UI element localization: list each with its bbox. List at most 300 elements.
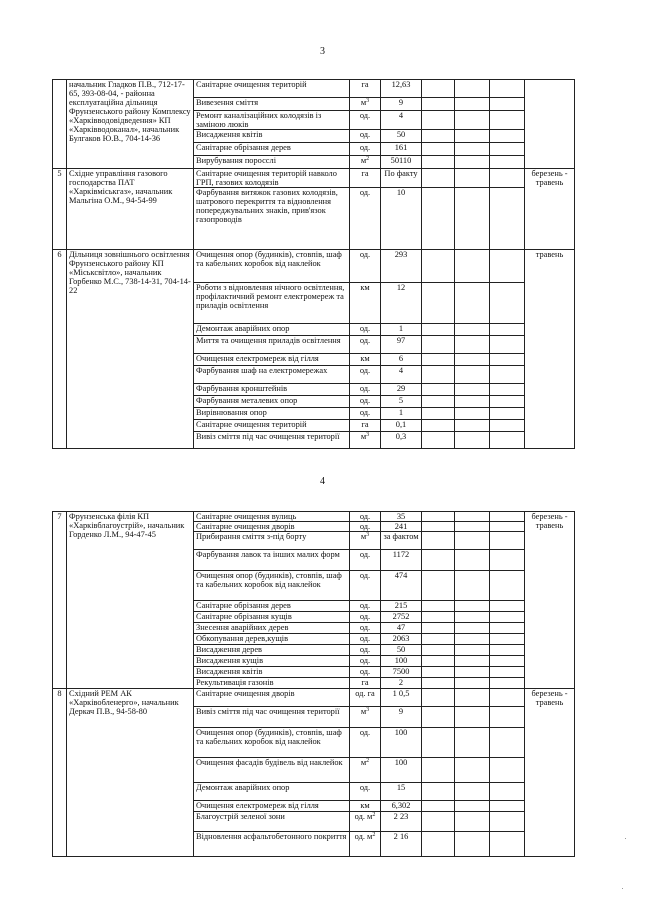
work-name: Санітарне очищення дворів [194,689,350,707]
empty-cell [422,667,455,678]
organization-cell: Східне управління газового господарства ПАТ «Харківміськгаз», начальник Мальгіна О.М., 94-54-99 [67,169,194,250]
unit-text: од. [359,728,371,737]
term-cell: березень - травень [525,689,575,857]
quantity: 2 [381,678,422,689]
empty-cell [490,396,525,408]
empty-cell [490,801,525,812]
unit-superscript: 3 [366,432,370,438]
unit [350,420,381,432]
empty-cell [422,250,455,283]
empty-cell [490,384,525,396]
empty-cell [422,783,455,801]
empty-cell [422,758,455,783]
work-name: Вивіз сміття під час очищення території [194,707,350,728]
empty-cell [490,366,525,384]
table-row [53,512,575,522]
unit-superscript: 2 [366,758,370,764]
empty-cell [490,188,525,250]
unit [350,156,381,169]
empty-cell [455,801,490,812]
empty-cell [455,98,490,111]
empty-cell [490,130,525,143]
work-name: Санітарне обрізання дерев [194,143,350,156]
quantity: 9 [381,707,422,728]
unit-superscript: 2 [366,156,370,162]
work-name: Очищення електромереж від гілля [194,354,350,366]
unit-text: м [360,98,367,107]
unit [350,143,381,156]
work-name: Вивезення сміття [194,98,350,111]
unit-text: од. [359,656,371,665]
unit-text: од. [359,645,371,654]
empty-cell [490,111,525,130]
empty-cell [455,656,490,667]
unit [350,98,381,111]
term-cell: березень - травень [525,512,575,689]
empty-cell [455,366,490,384]
unit-text: од. [359,623,371,632]
quantity: 7500 [381,667,422,678]
empty-cell [490,832,525,857]
empty-cell [490,80,525,98]
table-row [53,689,575,707]
empty-cell [490,601,525,612]
unit [350,728,381,758]
quantity: 1 0,5 [381,689,422,707]
empty-cell [422,656,455,667]
empty-cell [455,758,490,783]
unit-text: од. [359,111,371,120]
unit-text: м [360,432,367,441]
work-name: Обкопування дерев,кущів [194,634,350,645]
quantity: 215 [381,601,422,612]
unit [350,324,381,336]
work-name: Вирівнювання опор [194,408,350,420]
work-name: Роботи з відновлення нічного освітлення, профілактичний ремонт електромереж та приладів освітлення [194,283,350,324]
empty-cell [422,550,455,571]
term-cell: травень [525,250,575,449]
empty-cell [422,522,455,532]
empty-cell [422,420,455,432]
unit [350,111,381,130]
empty-cell [422,728,455,758]
empty-cell [455,420,490,432]
empty-cell [422,707,455,728]
empty-cell [455,601,490,612]
work-name: Очищення електромереж від гілля [194,801,350,812]
item-number: 5 [53,169,67,250]
quantity: 1 [381,408,422,420]
unit [350,645,381,656]
empty-cell [422,130,455,143]
empty-cell [422,169,455,188]
empty-cell [455,336,490,354]
work-name: Відновлення асфальтобетонного покриття [194,832,350,857]
empty-cell [422,188,455,250]
empty-cell [422,634,455,645]
table-row [53,250,575,283]
quantity: 97 [381,336,422,354]
organization-cell: Фрунзенська філія КП «Харківблагоустрій», начальник Горденко Л.М., 94-47-45 [67,512,194,689]
item-number: 8 [53,689,67,857]
empty-cell [490,354,525,366]
organization-cell: Дільниця зовнішнього освітлення Фрунзенського району КП «Міськсвітло», начальник Горбенко М.С., 738-14-31, 704-14-22 [67,250,194,449]
quantity: 100 [381,656,422,667]
unit [350,80,381,98]
quantity: 1172 [381,550,422,571]
work-name: Очищення опор (будинків), стовпів, шаф та кабельних коробок від наклейок [194,571,350,601]
empty-cell [455,689,490,707]
quantity: 5 [381,396,422,408]
empty-cell [422,111,455,130]
quantity: По факту [381,169,422,188]
empty-cell [422,408,455,420]
unit [350,612,381,623]
quantity: 241 [381,522,422,532]
unit [350,188,381,250]
empty-cell [455,283,490,324]
quantity: 1 [381,324,422,336]
empty-cell [455,728,490,758]
unit-text: км [360,354,370,363]
unit-text: м [360,707,367,716]
empty-cell [455,667,490,678]
work-name: Висадження кущів [194,656,350,667]
quantity: 35 [381,512,422,522]
quantity: 50110 [381,156,422,169]
empty-cell [422,532,455,550]
empty-cell [455,111,490,130]
empty-cell [422,689,455,707]
work-name: Фарбування шаф на електромережах [194,366,350,384]
unit-text: од. [359,783,371,792]
unit-text: од. [359,336,371,345]
empty-cell [455,143,490,156]
empty-cell [455,384,490,396]
unit-text: км [360,801,370,810]
quantity: 6 [381,354,422,366]
quantity: 10 [381,188,422,250]
unit-superscript: 3 [366,98,370,104]
item-number: 6 [53,250,67,449]
unit-text: од. [359,612,371,621]
quantity: 9 [381,98,422,111]
empty-cell [490,812,525,832]
unit [350,532,381,550]
unit [350,758,381,783]
works-table-page-3 [52,79,575,449]
empty-cell [490,571,525,601]
organization-cell: начальник Гладков П.В., 712-17-65, 393-08-04, - районна експлуатаційна дільниця Фрунзенського району Комплексу «Харківводовідведення» КП «Харківводоканал», начальник Булгаков Ю.В., 704-14-36 [67,80,194,169]
unit-text: од. м [354,812,373,821]
unit [350,354,381,366]
unit [350,783,381,801]
unit [350,169,381,188]
unit-text: га [361,80,369,89]
work-name: Ремонт каналізаційних колодязів із заміною люків [194,111,350,130]
work-name: Санітарне очищення вулиць [194,512,350,522]
quantity: 2752 [381,612,422,623]
work-name: Знесення аварійних дерев [194,623,350,634]
empty-cell [490,634,525,645]
quantity: 0,1 [381,420,422,432]
empty-cell [490,783,525,801]
unit-text: од. [359,601,371,610]
quantity: за фактом [381,532,422,550]
empty-cell [455,832,490,857]
unit-text: од. [359,571,371,580]
unit [350,801,381,812]
unit [350,571,381,601]
empty-cell [422,432,455,449]
quantity: 2063 [381,634,422,645]
work-name: Очищення опор (будинків), стовпів, шаф та кабельних коробок від наклейок [194,728,350,758]
empty-cell [455,324,490,336]
work-name: Вирубування поросслі [194,156,350,169]
empty-cell [490,656,525,667]
unit [350,667,381,678]
empty-cell [490,667,525,678]
work-name: Миття та очищення приладів освітлення [194,336,350,354]
unit-text: од. га [355,689,375,698]
unit-superscript: 3 [366,532,370,538]
table-row [53,169,575,188]
empty-cell [455,532,490,550]
unit-text: од. [359,366,371,375]
unit [350,812,381,832]
empty-cell [490,156,525,169]
empty-cell [455,623,490,634]
empty-cell [490,532,525,550]
unit [350,283,381,324]
work-name: Прибирання сміття з-під борту [194,532,350,550]
page-number-3: 3 [320,46,325,57]
work-name: Санітарне очищення територій [194,80,350,98]
scan-speck [622,888,623,889]
unit [350,678,381,689]
empty-cell [490,707,525,728]
empty-cell [422,143,455,156]
empty-cell [490,758,525,783]
empty-cell [422,571,455,601]
unit-text: га [361,420,369,429]
empty-cell [422,80,455,98]
empty-cell [490,728,525,758]
work-name: Висадження дерев [194,645,350,656]
empty-cell [455,612,490,623]
empty-cell [490,420,525,432]
unit [350,656,381,667]
empty-cell [490,250,525,283]
unit-superscript: 2 [372,812,376,818]
unit-text: м [360,758,367,767]
empty-cell [422,832,455,857]
empty-cell [422,623,455,634]
unit [350,689,381,707]
work-name: Очищення опор (будинків), стовпів, шаф та кабельних коробок від наклейок [194,250,350,283]
empty-cell [422,678,455,689]
empty-cell [422,512,455,522]
work-name: Фарбування витяжок газових колодязів, шатрового перекриття та відновлення попереджувальних знаків, прив'язок газопроводів [194,188,350,250]
empty-cell [455,396,490,408]
work-name: Санітарне очищення територій навколо ГРП, газових колодязів [194,169,350,188]
quantity: 293 [381,250,422,283]
work-name: Демонтаж аварійних опор [194,783,350,801]
quantity: 47 [381,623,422,634]
empty-cell [422,354,455,366]
item-number [53,80,67,169]
unit-text: од. [359,396,371,405]
empty-cell [422,384,455,396]
empty-cell [422,98,455,111]
works-table-page-4 [52,511,575,857]
quantity: 4 [381,111,422,130]
work-name: Вивіз сміття під час очищення території [194,432,350,449]
quantity: 0,3 [381,432,422,449]
empty-cell [490,645,525,656]
unit [350,366,381,384]
quantity: 50 [381,130,422,143]
unit [350,522,381,532]
quantity: 4 [381,366,422,384]
empty-cell [455,707,490,728]
unit-text: га [361,169,369,178]
work-name: Демонтаж аварійних опор [194,324,350,336]
empty-cell [422,612,455,623]
quantity: 12,63 [381,80,422,98]
term-cell: березень - травень [525,169,575,250]
unit [350,707,381,728]
empty-cell [455,80,490,98]
empty-cell [422,601,455,612]
empty-cell [422,324,455,336]
unit-text: од. м [354,832,373,841]
quantity: 100 [381,758,422,783]
empty-cell [455,571,490,601]
empty-cell [422,156,455,169]
quantity: 29 [381,384,422,396]
empty-cell [455,645,490,656]
unit [350,634,381,645]
empty-cell [490,324,525,336]
empty-cell [422,366,455,384]
empty-cell [490,623,525,634]
table-row [53,80,575,98]
work-name: Санітарне очищення дворів [194,522,350,532]
empty-cell [455,550,490,571]
quantity: 2 23 [381,812,422,832]
work-name: Рекультивація газонів [194,678,350,689]
unit [350,601,381,612]
term-cell [525,80,575,169]
unit-superscript: 3 [366,707,370,713]
empty-cell [455,432,490,449]
work-name: Висадження квітів [194,667,350,678]
empty-cell [422,801,455,812]
unit [350,396,381,408]
work-name: Висадження квітів [194,130,350,143]
empty-cell [490,550,525,571]
empty-cell [490,512,525,522]
empty-cell [422,336,455,354]
unit-text: од. [359,512,371,521]
empty-cell [455,678,490,689]
unit [350,432,381,449]
empty-cell [422,645,455,656]
unit [350,130,381,143]
empty-cell [422,396,455,408]
unit-text: од. [359,188,371,197]
quantity: 50 [381,645,422,656]
page-number-4: 4 [320,476,325,487]
unit [350,512,381,522]
empty-cell [455,354,490,366]
work-name: Санітарне обрізання дерев [194,601,350,612]
empty-cell [455,169,490,188]
empty-cell [455,156,490,169]
scan-speck [625,838,626,839]
empty-cell [455,783,490,801]
unit [350,408,381,420]
empty-cell [490,432,525,449]
unit [350,250,381,283]
unit [350,550,381,571]
unit-text: од. [359,522,371,531]
unit-text: м [360,532,367,541]
unit [350,384,381,396]
empty-cell [455,408,490,420]
unit-text: од. [359,143,371,152]
work-name: Фарбування кронштейнів [194,384,350,396]
unit-text: км [360,283,370,292]
empty-cell [422,812,455,832]
unit [350,832,381,857]
unit [350,623,381,634]
empty-cell [455,250,490,283]
empty-cell [455,522,490,532]
quantity: 474 [381,571,422,601]
empty-cell [490,612,525,623]
item-number: 7 [53,512,67,689]
empty-cell [490,98,525,111]
empty-cell [455,130,490,143]
organization-cell: Східний РЕМ АК «Харківобленерго», начальник Деркач П.В., 94-58-80 [67,689,194,857]
empty-cell [455,512,490,522]
unit-text: од. [359,408,371,417]
empty-cell [490,522,525,532]
unit-text: од. [359,550,371,559]
empty-cell [490,678,525,689]
quantity: 2 16 [381,832,422,857]
empty-cell [490,143,525,156]
unit-text: м [360,156,367,165]
empty-cell [490,169,525,188]
unit-superscript: 2 [372,832,376,838]
work-name: Фарбування металевих опор [194,396,350,408]
quantity: 12 [381,283,422,324]
unit-text: га [361,678,369,687]
unit [350,336,381,354]
quantity: 100 [381,728,422,758]
unit-text: од. [359,130,371,139]
quantity: 6,302 [381,801,422,812]
empty-cell [490,408,525,420]
work-name: Очищення фасадів будівель від наклейок [194,758,350,783]
empty-cell [490,283,525,324]
work-name: Фарбування лавок та інших малих форм [194,550,350,571]
empty-cell [455,812,490,832]
unit-text: од. [359,634,371,643]
